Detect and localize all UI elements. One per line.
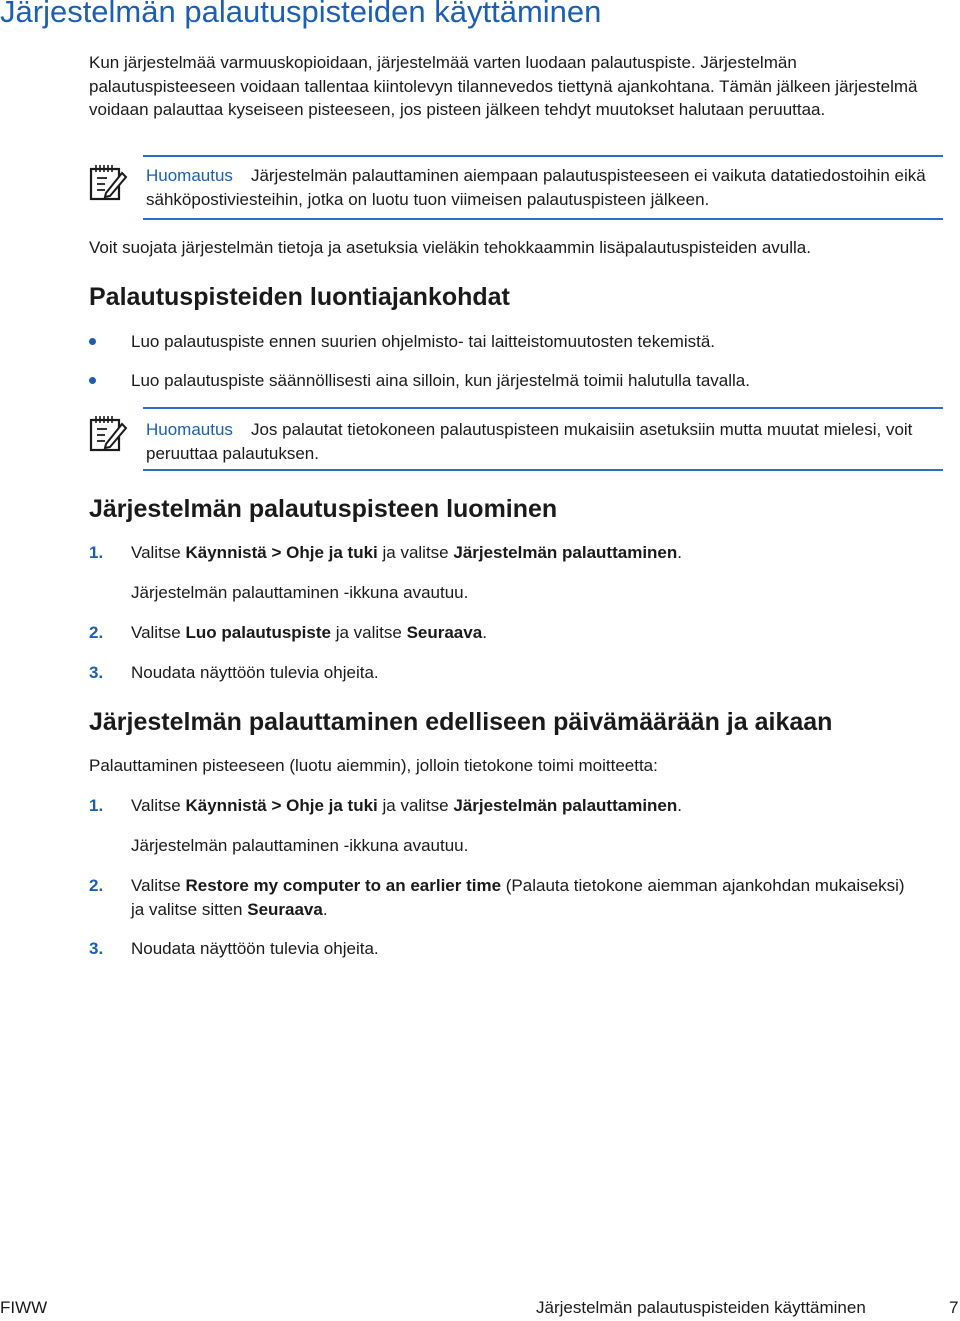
note-1 — [89, 162, 943, 214]
step-text: Noudata näyttöön tulevia ohjeita. — [131, 939, 379, 958]
step-number: 2. — [89, 623, 104, 642]
note-top-rule — [143, 407, 943, 409]
list-item-text: Luo palautuspiste säännöllisesti aina silloin, kun järjestelmä toimii halutulla tavalla. — [131, 371, 750, 390]
step-number: 1. — [89, 796, 104, 815]
step-result: Järjestelmän palauttaminen -ikkuna avautuu. — [131, 583, 469, 602]
note-label: Huomautus — [146, 166, 233, 185]
note-label: Huomautus — [146, 420, 233, 439]
bullet-icon — [89, 338, 96, 345]
intro-paragraph: Kun järjestelmää varmuuskopioidaan, järjestelmää varten luodaan palautuspiste. Järjestelmän palautuspisteeseen voidaan tallentaa kiintolevyn tilannevedos tiettynä ajankohtana. Tämän jälkeen järjestelmä voidaan palauttaa kyseiseen pisteeseen, jos pisteen jälkeen tehdyt muutokset halutaan peruuttaa. — [89, 53, 918, 119]
page-title: Järjestelmän palautuspisteiden käyttäminen — [0, 0, 602, 29]
note-pencil-icon — [89, 162, 129, 202]
footer-title: Järjestelmän palautuspisteiden käyttäminen — [536, 1298, 866, 1317]
list-item-text: Luo palautuspiste ennen suurien ohjelmisto- tai laitteistomuutosten tekemistä. — [131, 332, 716, 351]
note-1-text — [146, 164, 946, 211]
section-heading: Järjestelmän palautuspisteen luominen — [89, 495, 558, 523]
note-2 — [89, 413, 943, 465]
note-top-rule — [143, 155, 943, 157]
step-text: Valitse Luo palautuspiste ja valitse Seuraava. — [131, 623, 487, 642]
page-number: 7 — [949, 1298, 959, 1317]
step-text: Valitse Restore my computer to an earlier time (Palauta tietokone aiemman ajankohdan mukaiseksi) ja valitse sitten Seuraava. — [131, 876, 905, 919]
step-text: Valitse Käynnistä > Ohje ja tuki ja valitse Järjestelmän palauttaminen. — [131, 543, 683, 562]
note-2-body: Jos palautat tietokoneen palautuspisteen mukaisiin asetuksiin mutta muutat mielesi, voit peruuttaa palautuksen. — [146, 420, 913, 463]
step-number: 3. — [89, 939, 104, 958]
section-heading: Palautuspisteiden luontiajankohdat — [89, 283, 510, 311]
note-pencil-icon — [89, 413, 129, 453]
note-bottom-rule — [143, 469, 943, 471]
section-heading: Järjestelmän palauttaminen edelliseen päivämäärään ja aikaan — [89, 708, 833, 736]
step-text: Noudata näyttöön tulevia ohjeita. — [131, 663, 379, 682]
bullet-icon — [89, 377, 96, 384]
step-number: 2. — [89, 876, 104, 895]
note-bottom-rule — [143, 218, 943, 220]
section-intro: Palauttaminen pisteeseen (luotu aiemmin), jolloin tietokone toimi moitteetta: — [89, 756, 658, 775]
note-2-text — [146, 418, 946, 465]
step-number: 1. — [89, 543, 104, 562]
step-result: Järjestelmän palauttaminen -ikkuna avautuu. — [131, 836, 469, 855]
step-number: 3. — [89, 663, 104, 682]
protect-paragraph: Voit suojata järjestelmän tietoja ja asetuksia vieläkin tehokkaammin lisäpalautuspisteiden avulla. — [89, 238, 811, 257]
footer-left: FIWW — [0, 1298, 48, 1317]
step-text: Valitse Käynnistä > Ohje ja tuki ja valitse Järjestelmän palauttaminen. — [131, 796, 683, 815]
note-1-body: Järjestelmän palauttaminen aiempaan palautuspisteeseen ei vaikuta datatiedostoihin eikä sähköpostiviesteihin, jotka on luotu tuon viimeisen palautuspisteen jälkeen. — [146, 166, 926, 209]
